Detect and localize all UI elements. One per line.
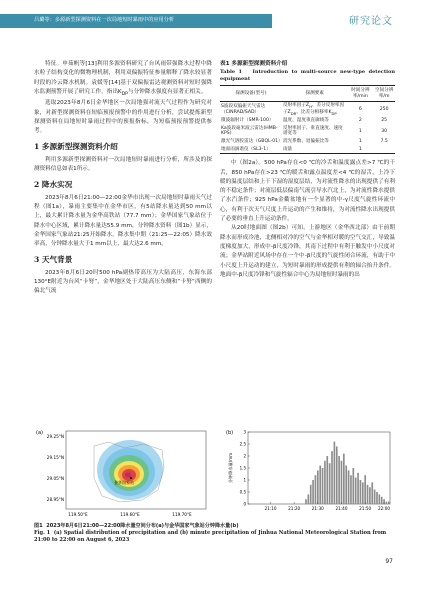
precip-bar [326,456,328,504]
precip-bar [357,473,359,504]
precip-bar [334,442,336,504]
table-cell: 7.5 [380,139,388,145]
precip-bar [376,492,378,504]
precip-bar [352,468,354,504]
precip-bar [386,502,388,504]
table-caption-en: Table 1 Introduction to multi-source new-type detection equipment [220,69,395,82]
x-tick-label: 21:10 [264,506,277,511]
paragraph: 特征。申茹帆等[13]利用多源资料研究了台风雨带强降水过程中降水粒子结构变化的微物理机制，利用双偏振特征参量解释了降水较显著时段的冷云降水机制。袁媛等[14]基于双偏振雷达观测资料对短时强降水监测预警开展了研究工作，指出$K_{DP}$与分钟降水强度有显著正相关。 [34,61,212,97]
lat-tick-label: 29.25°N [46,434,64,439]
precip-bar [348,470,350,504]
page-number: 97 [385,558,393,565]
precip-bar [362,482,364,504]
table-cell: 30 [381,128,388,134]
table-row [220,138,395,146]
precip-bar [315,475,317,504]
precip-bar [369,487,371,504]
minute-precip-chart [224,428,394,518]
precip-bar [379,494,381,504]
table-cell: 地面雨滴谱仪（SL3-1） [220,146,282,154]
lon-tick-label: 119.50°E [68,512,88,517]
section-heading: 1 多源新型探测资料介绍 [34,142,118,152]
right-column [220,60,395,280]
table-cell: 1 [347,146,373,154]
section-heading: 3 天气背景 [34,255,73,265]
y-tick-label: 2 [243,453,246,459]
precip-bar [308,494,310,504]
lat-tick-label: 28.95°N [46,497,64,502]
y-tick-label: 1 [243,477,246,483]
table-cell: 1 [358,128,362,134]
plot-frame [248,432,390,504]
y-tick-label: 0.5 [239,489,246,495]
table-cell: Ka波段毫米波云雷达(HMB-KPS) [221,125,278,137]
precip-bar [343,454,345,504]
table-cell: 1 [358,139,362,145]
precip-bar [336,446,338,504]
table-header: 探测要素 [282,86,347,102]
lon-tick-label: 119.70°E [172,512,192,517]
table-header: 探测设备(型号) [220,86,282,102]
table-cell: 反射率因子$Z_H$、差分反射率因子$Z_{DR}$、比差分相移率$K_{DP}$ [282,103,345,116]
precip-bar [374,490,376,504]
page-header [0,0,427,44]
table-cell: 消光系数、退偏振比等 [282,139,329,145]
equipment-table [220,85,395,154]
station-label: 金华国家站 [114,480,134,485]
y-axis-label: 分钟降水量/mm [228,452,233,484]
station-marker [130,477,132,479]
table-cell: 微波辐射计（SMR-100） [221,118,274,124]
table-cell: 2 [358,118,362,124]
x-tick-label: 21:30 [311,506,324,511]
table-cell: 25 [381,118,388,124]
precip-bar [371,482,373,504]
x-tick-label: 21:40 [335,506,348,511]
table-cell: 250 [379,107,389,112]
table-row [220,146,395,154]
precip-bar [367,485,369,504]
table-cell [373,146,395,154]
lat-tick-label: 29.15°N [46,455,64,460]
precip-bar [338,456,340,504]
paragraph: 2023年8月6日20时500 hPa副热带高压为大陆高压，东海东部130°E附近为台风“卡努”，金华地区处于大陆高压东侧和“卡努”西侧的偏北气流 [34,269,212,295]
x-tick-label: 22:00 [377,506,391,511]
table-cell: 反射率因子、垂直速度、速度谱宽等 [282,125,343,137]
precip-bar [305,499,307,504]
precip-bar [331,451,333,504]
table-1 [220,60,395,154]
table-row [220,117,395,125]
table-cell: S波段双偏振天气雷达（CINRAD/SAD） [221,104,266,115]
y-tick-label: 0 [243,501,246,507]
precipitation-map [34,428,209,518]
precip-bar [345,466,347,504]
precip-bar [329,463,331,504]
table-cell: 温度、湿度垂直廓线等 [282,118,329,124]
precip-bar [355,478,357,504]
table-cell: 雨量 [282,146,347,154]
section-heading: 2 降水实况 [34,180,73,190]
lon-tick-label: 119.60°E [120,512,140,517]
precip-bar [324,461,326,504]
y-tick-label: 1.5 [239,465,246,471]
precip-bar [388,502,390,504]
paragraph: 利用多源新型探测资料对一次局地短时暴雨进行分析，所涉及的探测资料信息如表1所示。 [34,156,212,173]
running-title: 吕璐等：多源新型探测资料在一次局地短时暴雨中的应用分析 [34,17,175,23]
panel-a-label: (a) [36,430,43,436]
precip-bar [319,466,321,504]
table-header: 空间分辨率/m [373,86,395,102]
x-tick-label: 21:50 [359,506,372,511]
paragraph: 2023年8月6日21:00—22:00金华市出现一次局地短时暴雨天气过程（图1a），暴雨主要集中在金华市区，有5站降水量达到50 mm以上，最大累计降水量为金华高铁站（77.7 mm）；金华国家气象站位于降水中心区域，累计降水量达55.9 mm，分钟降水资料（图1b）显示，金华国家气象站21:25开始降水，降水集中期（21:25—22:05）降水效率高，分钟降水量大于1 mm以上，最大达2.6 mm。 [34,194,212,248]
precip-bar [350,475,352,504]
y-tick-label: 3 [243,429,246,435]
figure-1 [34,428,394,518]
precip-bar [317,470,319,504]
figure-caption: 图1 2023年8月6日21:00—22:00降水量空间分布(a)与金华国家气象站分钟降水量(b) Fig. 1 (a) Spatial distribution of precipitation and (b) minute precipitation of Jinhua National Meteorological Station from 21:00 to 22:00 on August 6, 2023 [34,523,387,543]
left-column [34,60,212,297]
table-caption-cn: 表1 多源新型探测资料介绍 [220,61,288,67]
precip-bar [312,480,314,504]
panel-b-label: (b) [226,430,234,436]
precip-bar [322,468,324,504]
table-row [220,125,395,138]
precip-bar [341,461,343,504]
lat-tick-label: 29.05°N [46,476,64,481]
paragraph: 中（图2a）。500 hPa存在<0 ℃的冷舌和温度露点差>7 ℃的干舌，850 hPa存在>23 ℃的暖舌和露点温度差<4 ℃的湿舌，上冷下暖的温度层结和上干下湿的湿度层结，为对流性降水的出现提供了有利的不稳定条件；对流层低层偏南气流引导水汽北上，为对流性降水提供了水汽条件；925 hPa金衢盆地有一个显著的中-γ尺度气旋性环流中心，有利于次天气尺度上升运动的产生和维持，为对流性降水出现提供了必要的垂直上升运动条件。 [220,160,395,223]
precip-bar [364,475,366,504]
x-tick-label: 21:20 [288,506,301,511]
table-row [220,102,395,118]
precip-field [97,440,163,500]
y-tick-label: 2.5 [239,441,246,447]
table-header: 时间分辨率/min [347,86,373,102]
precip-bar [381,497,383,504]
precip-bar [360,480,362,504]
precip-bar [310,485,312,504]
section-label: 研究论文 [349,16,393,27]
table-cell: 激光气溶胶雷达（GBQL-01） [221,139,283,145]
paragraph: 选取2023年8月6日金华地区一次局地强对流天气过程作为研究对象，对新型探测资料在短临预报预警中的作用进行分析，尝试提炼新型探测资料在局地短时暴雨过程中的预报指标，为短临预报预警提供参考。 [34,100,212,135]
table-cell: 6 [358,107,362,112]
paragraph: 从20时地面图（图2b）可知，上游地区（金华西北部）由于前期降水而形成冷池，北侧相对冷的空气与金华相对暖的空气交汇，导致温度梯度加大，形成中-β尺度冷锋，其南下过程中有利于触发中小尺度对流；金华站附近风场中存在一个中-β尺度的气旋性闭合环流，有助于中小尺度上升运动的建立，为短时暴雨的形成提供有利的辐合抬升条件。地面中-β尺度冷锋和气旋性辐合中心为局地短时暴雨的出 [220,225,395,278]
